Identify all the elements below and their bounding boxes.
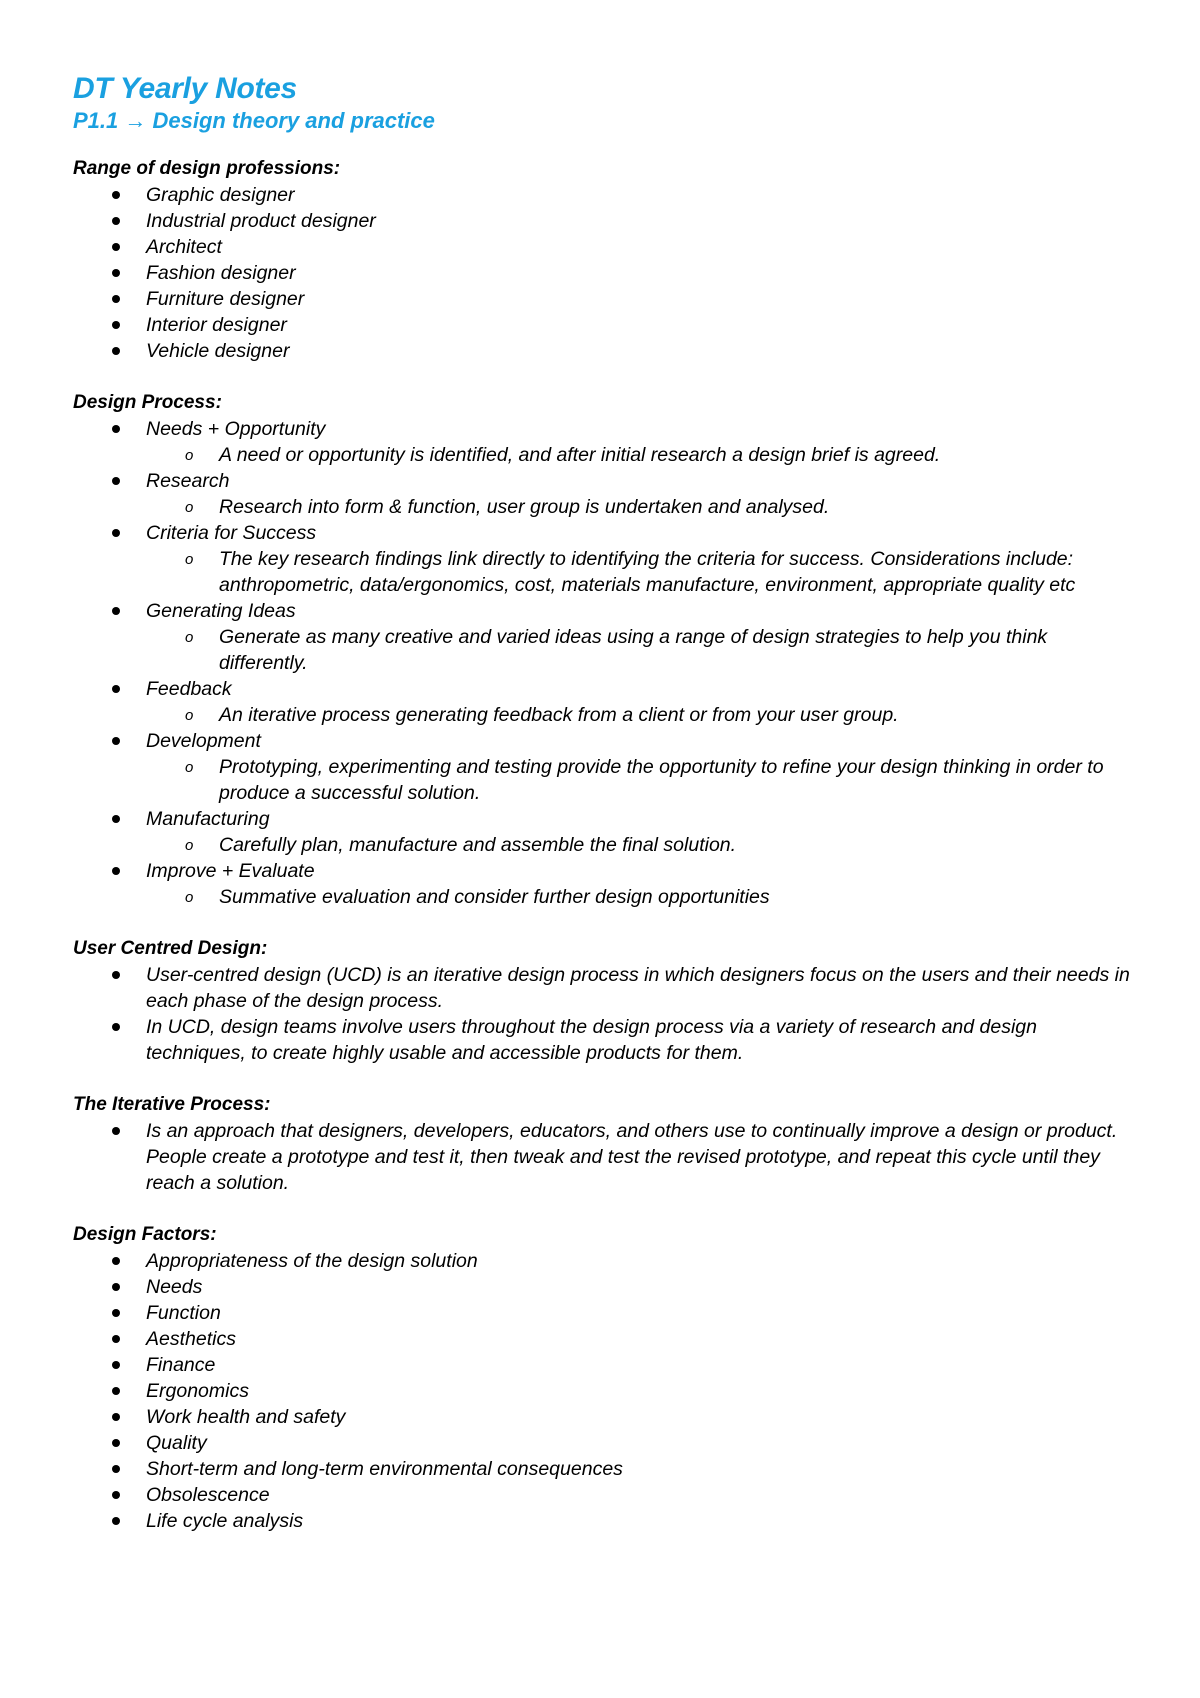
- bullet-list: [73, 962, 1140, 1066]
- list-item-text: Manufacturing: [146, 808, 270, 830]
- list-item-text: Quality: [146, 1432, 207, 1454]
- list-item: [73, 312, 1140, 338]
- list-item: [73, 468, 1140, 520]
- sub-list-item: o Generate as many creative and varied ideas using a range of design strategies to help you think differently.: [146, 624, 1140, 676]
- list-item-text: Generating Ideas: [146, 600, 296, 622]
- list-item-text: Interior designer: [146, 314, 287, 336]
- list-item: [73, 338, 1140, 364]
- list-item-text: Development: [146, 730, 261, 752]
- section: [73, 936, 1140, 1066]
- sub-list-item: o Research into form & function, user group is undertaken and analysed.: [146, 494, 1140, 520]
- list-item-text: Finance: [146, 1354, 216, 1376]
- section: [73, 390, 1140, 910]
- list-item: [73, 1300, 1140, 1326]
- sub-list-item: o The key research findings link directly to identifying the criteria for success. Considerations include: anthropometric, data/ergonomics, cost, materials manufacture, environment, appropriate quality etc: [146, 546, 1140, 598]
- list-item-text: User-centred design (UCD) is an iterative design process in which designers focus on the users and their needs in each phase of the design process.: [146, 964, 1130, 1012]
- list-item: [73, 1274, 1140, 1300]
- list-item: [73, 806, 1140, 858]
- section-heading: Design Factors:: [73, 1224, 217, 1245]
- list-item-text: Feedback: [146, 678, 232, 700]
- list-item: [73, 286, 1140, 312]
- list-item: [73, 520, 1140, 598]
- bullet-list: [73, 416, 1140, 910]
- sub-list-item: o Summative evaluation and consider further design opportunities: [146, 884, 1140, 910]
- bullet-list: [73, 1248, 1140, 1534]
- sub-list-item: o Prototyping, experimenting and testing provide the opportunity to refine your design thinking in order to produce a successful solution.: [146, 754, 1140, 806]
- list-item-text: Furniture designer: [146, 288, 305, 310]
- list-item-text: In UCD, design teams involve users throughout the design process via a variety of research and design techniques, to create highly usable and accessible products for them.: [146, 1016, 1037, 1064]
- list-item: [73, 1118, 1140, 1196]
- sub-bullet-list: [146, 832, 1140, 858]
- list-item-text: Is an approach that designers, developers, educators, and others use to continually improve a design or product. People create a prototype and test it, then tweak and test the revised prototype, and repeat this cycle until they reach a solution.: [146, 1120, 1118, 1194]
- list-item-text: Ergonomics: [146, 1380, 249, 1402]
- list-item: [73, 1404, 1140, 1430]
- list-item-text: Vehicle designer: [146, 340, 290, 362]
- sub-bullet-list: [146, 494, 1140, 520]
- list-item: [73, 1482, 1140, 1508]
- list-item: [73, 858, 1140, 910]
- list-item-text: Function: [146, 1302, 221, 1324]
- list-item: [73, 1248, 1140, 1274]
- sub-list-item: o Carefully plan, manufacture and assemble the final solution.: [146, 832, 1140, 858]
- list-item-text: Improve + Evaluate: [146, 860, 315, 882]
- section-heading: Range of design professions:: [73, 158, 341, 179]
- list-item: [73, 1378, 1140, 1404]
- sub-list-item: o A need or opportunity is identified, and after initial research a design brief is agreed.: [146, 442, 1140, 468]
- list-item-text: Industrial product designer: [146, 210, 376, 232]
- list-item: [73, 1456, 1140, 1482]
- list-item-text: Needs: [146, 1276, 203, 1298]
- sub-bullet-list: [146, 884, 1140, 910]
- list-item: [73, 260, 1140, 286]
- section-heading: User Centred Design:: [73, 938, 268, 959]
- list-item-text: Aesthetics: [146, 1328, 236, 1350]
- list-item: [73, 598, 1140, 676]
- section: [73, 1092, 1140, 1196]
- list-item-text: Graphic designer: [146, 184, 295, 206]
- list-item: [73, 1014, 1140, 1066]
- list-item-text: Fashion designer: [146, 262, 296, 284]
- sub-bullet-list: [146, 754, 1140, 806]
- list-item-text: Obsolescence: [146, 1484, 270, 1506]
- document-title: DT Yearly Notes: [73, 72, 297, 105]
- list-item: [73, 676, 1140, 728]
- sub-bullet-list: [146, 442, 1140, 468]
- sub-bullet-list: [146, 546, 1140, 598]
- list-item-text: Architect: [146, 236, 222, 258]
- bullet-list: [73, 182, 1140, 364]
- section: [73, 1222, 1140, 1534]
- list-item: [73, 1508, 1140, 1534]
- bullet-list: [73, 1118, 1140, 1196]
- sections-container: [73, 156, 1140, 1534]
- list-item: [73, 234, 1140, 260]
- sub-bullet-list: [146, 702, 1140, 728]
- list-item-text: Life cycle analysis: [146, 1510, 304, 1532]
- section-heading: Design Process:: [73, 392, 222, 413]
- section: [73, 156, 1140, 364]
- list-item-text: Criteria for Success: [146, 522, 317, 544]
- sub-list-item: o An iterative process generating feedback from a client or from your user group.: [146, 702, 1140, 728]
- list-item-text: Research: [146, 470, 230, 492]
- list-item: [73, 208, 1140, 234]
- sub-bullet-list: [146, 624, 1140, 676]
- list-item: [73, 182, 1140, 208]
- list-item-text: Short-term and long-term environmental consequences: [146, 1458, 623, 1480]
- section-heading: The Iterative Process:: [73, 1094, 271, 1115]
- document-subtitle: P1.1 → Design theory and practice: [73, 108, 435, 133]
- list-item-text: Needs + Opportunity: [146, 418, 326, 440]
- list-item-text: Work health and safety: [146, 1406, 346, 1428]
- list-item: [73, 728, 1140, 806]
- list-item-text: Appropriateness of the design solution: [146, 1250, 478, 1272]
- list-item: [73, 1430, 1140, 1456]
- list-item: [73, 1326, 1140, 1352]
- list-item: [73, 962, 1140, 1014]
- list-item: [73, 416, 1140, 468]
- list-item: [73, 1352, 1140, 1378]
